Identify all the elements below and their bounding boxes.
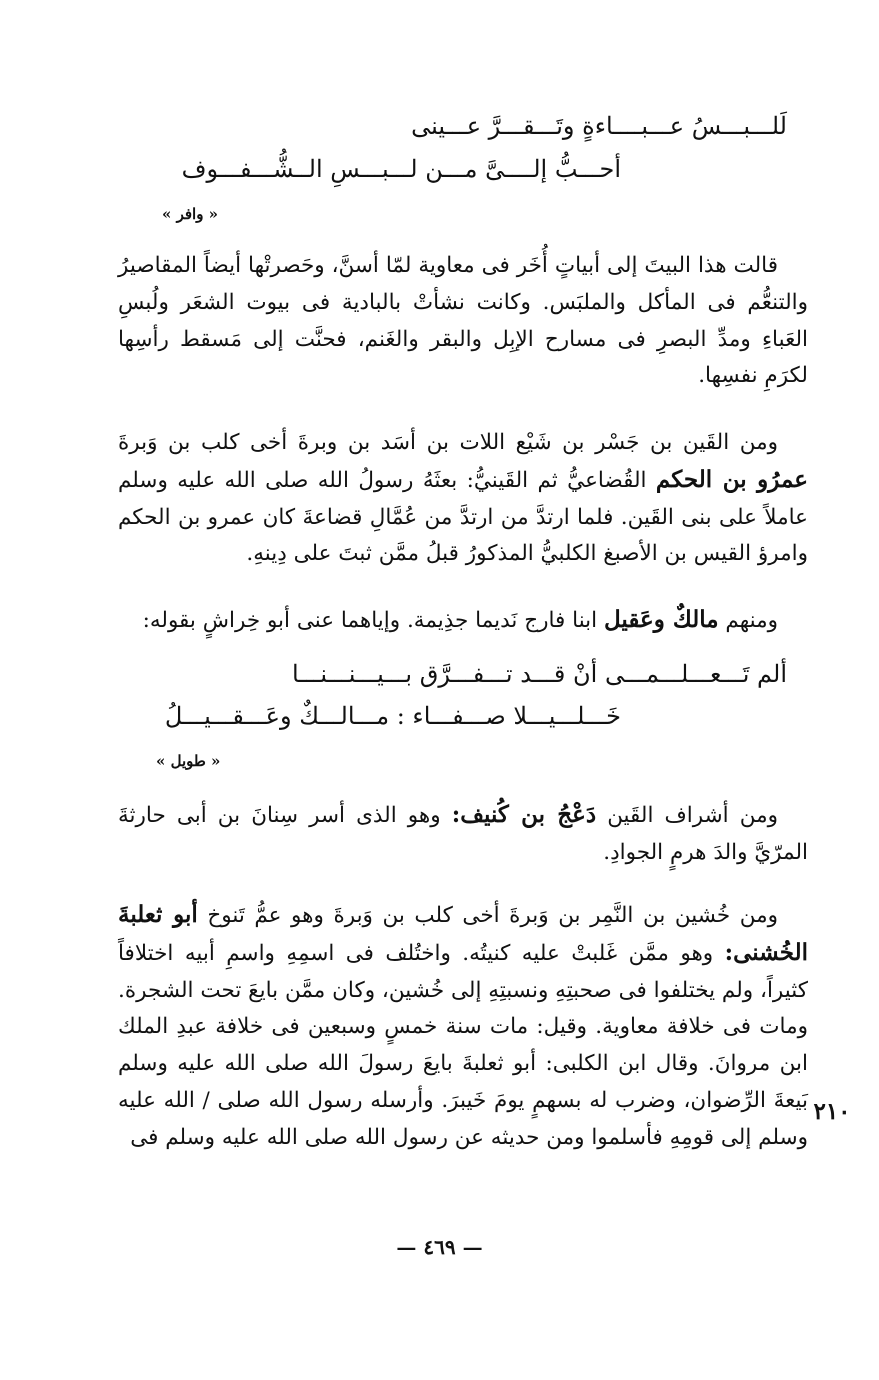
paragraph-3	[118, 602, 808, 640]
person-name-daj: دَعْجُ بن كُنيف:	[451, 801, 597, 828]
verse2-meter: « طويل »	[156, 752, 221, 770]
verse1-meter: « وافر »	[162, 205, 219, 223]
paragraph-2	[118, 425, 808, 573]
person-name-malik-aqil: مالكٌ وعَقيل	[603, 606, 719, 633]
paragraph-1	[118, 248, 808, 395]
person-name-amr: عمرُو بن الحكم	[655, 465, 808, 493]
paragraph-2-before: ومن القَين بن جَسْر بن شَيْع اللات بن أسَد بن وبرةَ أخى كلب بن وَبرةَ	[118, 430, 778, 455]
verse1-line1: لَلـــبـــسُ عـــبــــاءةٍ وتَـــقـــرَّ عـــينى	[411, 112, 787, 140]
paragraph-4-before: ومن أشراف القَين	[607, 803, 778, 828]
paragraph-1-text: قالت هذا البيتَ إلى أبياتٍ أُخَر فى معاوية لمّا أسنَّ، وحَصرتْها أيضاً المقاصيرُ والتنعُّم فى المأكل والملبَس. وكانت نشأتْ بالبادية فى بيوت الشعَر ولُبسِ العَباءِ ومدِّ البصرِ فى مسارح الإبِل والبقر والغَنم، فحنَّت إلى مَسقط رأسِها لكرَمِ نفسِها.	[118, 253, 808, 389]
margin-page-number: ٢١٠	[813, 1098, 851, 1125]
paragraph-4	[118, 797, 808, 872]
verse2-line1: ألم تَـــعـــلـــمـــى أنْ قـــد تـــفـــرَّق بـــيـــنـــنـــا	[292, 660, 787, 688]
paragraph-2-after: القُضاعيُّ ثم القَينيُّ: بعثَهُ رسولُ الله صلى الله عليه وسلم عاملاً على بنى القَين. فلما ارتدَّ من ارتدَّ من عُمَّالِ قضاعةَ كان عمرو بن الحكم وامرؤ القيس بن الأصبغ الكلبيُّ المذكورُ قبلُ ممَّن ثبتَ على دِينهِ.	[118, 467, 808, 567]
paragraph-5-before: ومن خُشين بن النَّمِر بن وَبرةَ أخى كلب بن وَبرةَ وهو عمُّ تَنوخ	[207, 903, 778, 928]
paragraph-5-after: وهو ممَّن غَلبتْ عليه كنيتُه. واختُلف فى اسمِهِ واسمِ أبيه اختلافاً كثيراً، ولم يختلفوا فى صحبتِهِ ونسبتِهِ إلى خُشين، وكان ممَّن بايعَ تحت الشجرة. ومات فى خلافة معاوية. وقيل: مات سنة خمسٍ وسبعين فى خلافة عبدِ الملك ابن مروانَ. وقال ابن الكلبى: أبو ثعلبةَ بايعَ رسولَ الله صلى الله عليه وسلم بَيعةَ الرِّضوان، وضرب له بسهمٍ يومَ خَيبرَ. وأرسله رسول الله صلى / الله عليه وسلم إلى قومِهِ فأسلموا ومن حديثه عن رسول الله صلى الله عليه وسلم فى	[117, 940, 808, 1150]
paragraph-3-before: ومنهم	[725, 608, 778, 633]
person-name-abu-thalaba: أبو ثعلبةَ الخُشنى:	[118, 901, 808, 966]
page-number: — ٤٦٩ —	[396, 1235, 483, 1259]
verse1-line2: أحـــبُّ إلــــىَّ مـــن لـــبـــسِ الــشُّـــفـــوف	[181, 155, 621, 183]
paragraph-4-after: وهو الذى أسر سِنانَ بن أبى حارثةَ المرّيَّ والدَ هرمٍ الجوادِ.	[118, 803, 808, 865]
paragraph-3-after: ابنا فارج نَديما جذِيمة. وإياهما عنى أبو خِراشٍ بقوله:	[142, 608, 598, 633]
verse2-line2: خَـــلـــيـــلا صـــفـــاء : مـــالـــكٌ وعَـــقـــيـــلُ	[164, 702, 621, 730]
paragraph-5	[118, 897, 808, 1157]
